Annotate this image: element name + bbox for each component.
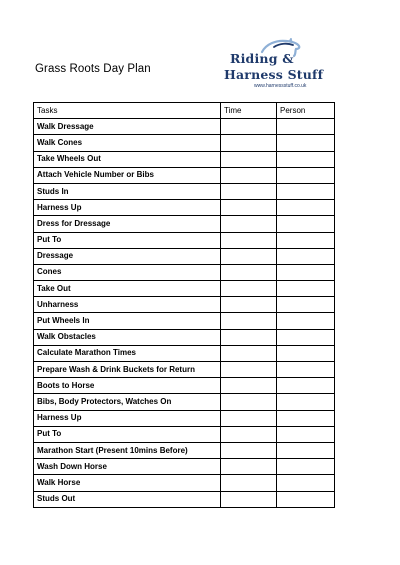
table-row [34,216,335,232]
table-row [34,491,335,507]
table-row [34,345,335,361]
task-cell: Walk Obstacles [34,329,221,345]
column-header-tasks: Tasks [34,103,221,119]
person-cell[interactable] [277,475,335,491]
time-cell[interactable] [221,313,277,329]
task-cell: Dressage [34,248,221,264]
table-row [34,232,335,248]
time-cell[interactable] [221,297,277,313]
time-cell[interactable] [221,345,277,361]
time-cell[interactable] [221,151,277,167]
table-row [34,281,335,297]
time-cell[interactable] [221,394,277,410]
task-cell: Harness Up [34,200,221,216]
logo-text-line2: Harness Stuff [224,67,324,82]
table-row [34,248,335,264]
time-cell[interactable] [221,410,277,426]
task-cell: Cones [34,264,221,280]
table-row [34,297,335,313]
day-plan-table [33,102,335,508]
person-cell[interactable] [277,151,335,167]
task-cell: Prepare Wash & Drink Buckets for Return [34,362,221,378]
time-cell[interactable] [221,167,277,183]
time-cell[interactable] [221,119,277,135]
time-cell[interactable] [221,426,277,442]
task-cell: Wash Down Horse [34,459,221,475]
task-cell: Take Out [34,281,221,297]
column-header-person: Person [277,103,335,119]
page-title: Grass Roots Day Plan [35,63,151,75]
person-cell[interactable] [277,248,335,264]
task-cell: Boots to Horse [34,378,221,394]
person-cell[interactable] [277,394,335,410]
person-cell[interactable] [277,313,335,329]
task-cell: Take Wheels Out [34,151,221,167]
task-cell: Unharness [34,297,221,313]
table-row [34,394,335,410]
table-row [34,200,335,216]
time-cell[interactable] [221,135,277,151]
logo-url: www.harnessstuff.co.uk [254,83,307,89]
person-cell[interactable] [277,442,335,458]
person-cell[interactable] [277,200,335,216]
task-cell: Walk Cones [34,135,221,151]
time-cell[interactable] [221,459,277,475]
task-cell: Attach Vehicle Number or Bibs [34,167,221,183]
task-cell: Walk Dressage [34,119,221,135]
table-row [34,426,335,442]
table-row [34,135,335,151]
table-row [34,362,335,378]
task-cell: Dress for Dressage [34,216,221,232]
time-cell[interactable] [221,248,277,264]
person-cell[interactable] [277,167,335,183]
table-row [34,183,335,199]
task-cell: Put To [34,232,221,248]
person-cell[interactable] [277,232,335,248]
person-cell[interactable] [277,362,335,378]
table-row [34,264,335,280]
task-cell: Marathon Start (Present 10mins Before) [34,442,221,458]
person-cell[interactable] [277,459,335,475]
table-row [34,119,335,135]
time-cell[interactable] [221,329,277,345]
table-row [34,459,335,475]
table-row [34,475,335,491]
person-cell[interactable] [277,183,335,199]
person-cell[interactable] [277,216,335,232]
table-row [34,378,335,394]
table-row [34,329,335,345]
person-cell[interactable] [277,297,335,313]
time-cell[interactable] [221,216,277,232]
person-cell[interactable] [277,119,335,135]
time-cell[interactable] [221,200,277,216]
task-cell: Studs Out [34,491,221,507]
table-row [34,410,335,426]
task-cell: Studs In [34,183,221,199]
time-cell[interactable] [221,442,277,458]
person-cell[interactable] [277,135,335,151]
task-cell: Harness Up [34,410,221,426]
time-cell[interactable] [221,475,277,491]
logo [222,38,332,88]
time-cell[interactable] [221,232,277,248]
person-cell[interactable] [277,345,335,361]
table-row [34,151,335,167]
table-row [34,442,335,458]
time-cell[interactable] [221,378,277,394]
task-cell: Bibs, Body Protectors, Watches On [34,394,221,410]
person-cell[interactable] [277,491,335,507]
table-header-row [34,103,335,119]
logo-text-line1: Riding & [230,51,294,66]
person-cell[interactable] [277,264,335,280]
person-cell[interactable] [277,329,335,345]
task-cell: Calculate Marathon Times [34,345,221,361]
time-cell[interactable] [221,183,277,199]
task-cell: Put Wheels In [34,313,221,329]
table-row [34,313,335,329]
table-body [34,119,335,508]
person-cell[interactable] [277,378,335,394]
table-row [34,167,335,183]
person-cell[interactable] [277,281,335,297]
person-cell[interactable] [277,410,335,426]
person-cell[interactable] [277,426,335,442]
time-cell[interactable] [221,362,277,378]
task-cell: Walk Horse [34,475,221,491]
time-cell[interactable] [221,491,277,507]
time-cell[interactable] [221,281,277,297]
column-header-time: Time [221,103,277,119]
task-cell: Put To [34,426,221,442]
time-cell[interactable] [221,264,277,280]
